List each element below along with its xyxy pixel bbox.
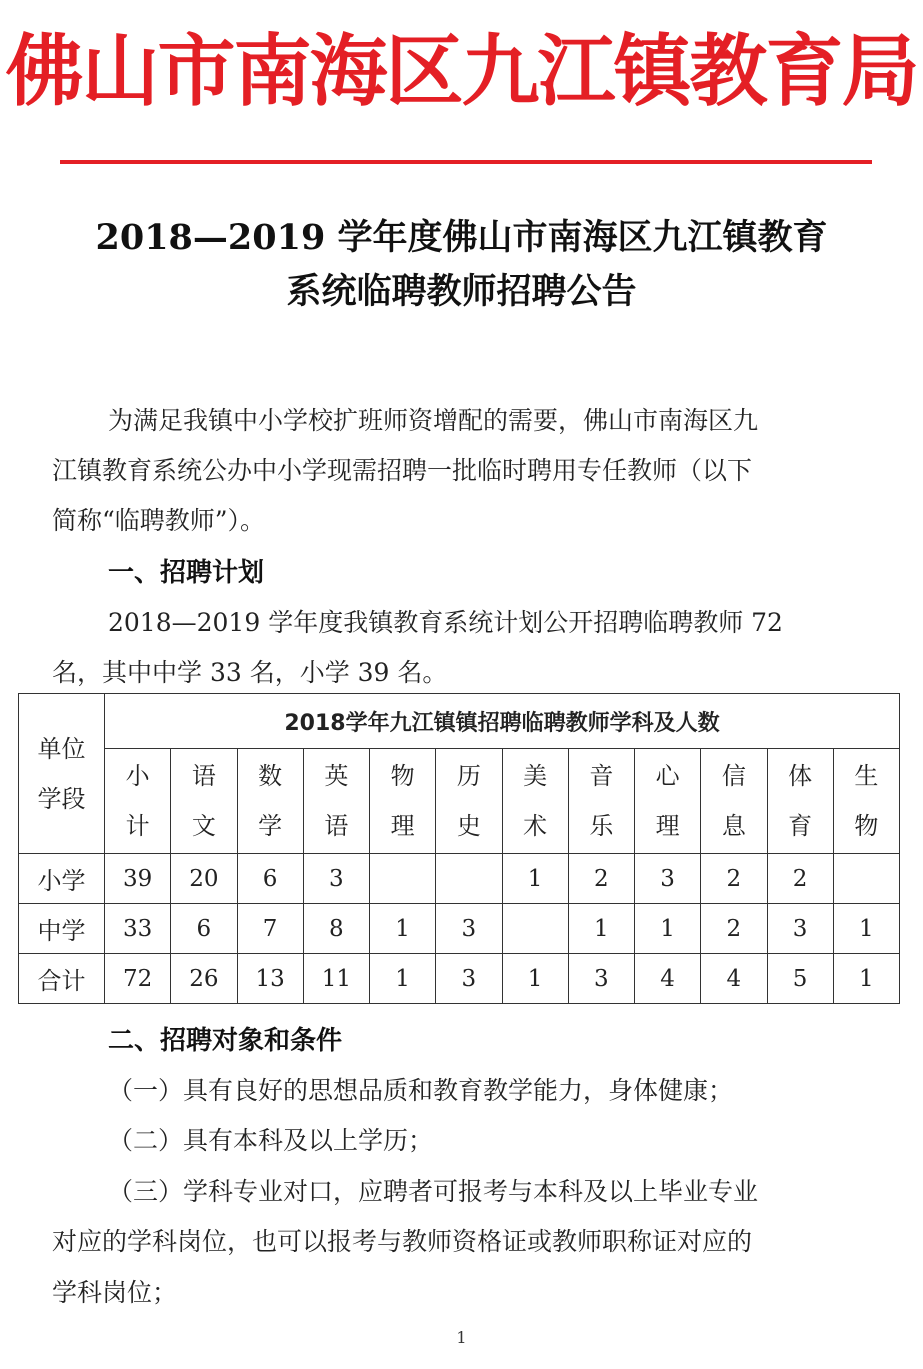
subject-header-cell: [303, 749, 369, 854]
table-cell: 3: [635, 854, 701, 904]
table-cell: 1: [568, 904, 634, 954]
table-cell: 1: [370, 904, 436, 954]
announcement-title-line-1: 2018—2019 学年度佛山市南海区九江镇教育: [95, 217, 828, 258]
subject-char: 信: [721, 762, 746, 790]
subject-header-cell: [105, 749, 171, 854]
row-label: 中学: [19, 904, 105, 954]
subject-char: 理: [655, 812, 680, 840]
table-cell: 20: [171, 854, 237, 904]
section-1-line-2: 名，其中中学 33 名，小学 39 名。: [52, 658, 448, 687]
row-label: 合计: [19, 954, 105, 1004]
subject-header-cell: [701, 749, 767, 854]
subject-char: 心: [655, 762, 680, 790]
subject-char: 学: [258, 812, 283, 840]
intro-line-2: 江镇教育系统公办中小学现需招聘一批临时聘用专任教师（以下: [52, 456, 753, 485]
subject-header-cell: [568, 749, 634, 854]
table-cell: 3: [436, 954, 502, 1004]
table-cell: 3: [767, 904, 833, 954]
condition-item-3-line-3: 学科岗位；: [52, 1278, 178, 1307]
subject-char: 美: [523, 762, 548, 790]
subject-char: 物: [854, 812, 879, 840]
subject-char: 术: [523, 812, 548, 840]
table-cell: 5: [767, 954, 833, 1004]
subject-char: 息: [721, 812, 746, 840]
table-cell: 13: [237, 954, 303, 1004]
section-1-line-1: 2018—2019 学年度我镇教育系统计划公开招聘临聘教师 72: [108, 608, 783, 637]
table-row: [19, 954, 900, 1004]
table-cell: 33: [105, 904, 171, 954]
subject-header-cell: [767, 749, 833, 854]
table-cell: 3: [436, 904, 502, 954]
condition-item-1: （一）具有良好的思想品质和教育教学能力，身体健康；: [108, 1076, 734, 1105]
unit-header-line-2: 学段: [37, 784, 86, 813]
table-cell: 2: [767, 854, 833, 904]
table-cell: 1: [833, 904, 899, 954]
unit-stage-header: [19, 694, 105, 854]
subject-header-cell: [436, 749, 502, 854]
table-cell: [370, 854, 436, 904]
letterhead-title: 佛山市南海区九江镇教育局: [5, 27, 918, 117]
subject-char: 育: [788, 812, 813, 840]
subject-char: 史: [456, 812, 481, 840]
table-row: [19, 904, 900, 954]
table-cell: 2: [568, 854, 634, 904]
section-2-heading: 二、招聘对象和条件: [108, 1026, 343, 1056]
table-cell: 1: [635, 904, 701, 954]
subject-char: 物: [390, 762, 415, 790]
subject-char: 小: [125, 762, 150, 790]
subject-char: 生: [854, 762, 879, 790]
subject-char: 数: [258, 762, 283, 790]
subject-header-cell: [502, 749, 568, 854]
table-cell: 6: [171, 904, 237, 954]
letterhead-divider: [60, 160, 872, 164]
subject-char: 语: [324, 812, 349, 840]
condition-item-3-line-1: （三）学科专业对口，应聘者可报考与本科及以上毕业专业: [108, 1177, 759, 1206]
subject-header-cell: [237, 749, 303, 854]
table-cell: 3: [303, 854, 369, 904]
table-cell: 11: [303, 954, 369, 1004]
table-cell: 7: [237, 904, 303, 954]
table-cell: [436, 854, 502, 904]
subject-char: 语: [191, 762, 216, 790]
recruitment-table: [18, 693, 900, 1004]
subject-header-row: [19, 749, 900, 854]
table-cell: 26: [171, 954, 237, 1004]
subject-header-cell: [833, 749, 899, 854]
table-cell: 3: [568, 954, 634, 1004]
table-caption: 2018学年九江镇镇招聘临聘教师学科及人数: [105, 694, 900, 749]
condition-item-3-line-2: 对应的学科岗位，也可以报考与教师资格证或教师职称证对应的: [52, 1227, 753, 1256]
table-cell: 6: [237, 854, 303, 904]
table-cell: [833, 854, 899, 904]
intro-line-3: 简称“临聘教师”）。: [52, 506, 266, 535]
table-cell: 1: [833, 954, 899, 1004]
announcement-title-line-2: 系统临聘教师招聘公告: [286, 271, 637, 312]
table-cell: 72: [105, 954, 171, 1004]
table-cell: 4: [635, 954, 701, 1004]
subject-header-cell: [370, 749, 436, 854]
unit-header-line-1: 单位: [37, 734, 86, 763]
table-cell: 1: [502, 954, 568, 1004]
intro-line-1: 为满足我镇中小学校扩班师资增配的需要，佛山市南海区九: [108, 406, 759, 435]
subject-char: 历: [456, 762, 481, 790]
subject-char: 理: [390, 812, 415, 840]
table-cell: 8: [303, 904, 369, 954]
table-cell: 2: [701, 904, 767, 954]
subject-char: 英: [324, 762, 349, 790]
table-cell: 1: [370, 954, 436, 1004]
row-label: 小学: [19, 854, 105, 904]
table-cell: 39: [105, 854, 171, 904]
subject-char: 音: [589, 762, 614, 790]
table-cell: [502, 904, 568, 954]
section-1-heading: 一、招聘计划: [108, 558, 265, 588]
subject-char: 乐: [589, 812, 614, 840]
table-row: [19, 854, 900, 904]
table-cell: 4: [701, 954, 767, 1004]
subject-char: 文: [191, 812, 216, 840]
page-number: 1: [456, 1328, 467, 1347]
subject-char: 计: [125, 812, 150, 840]
table-cell: 2: [701, 854, 767, 904]
subject-char: 体: [788, 762, 813, 790]
subject-header-cell: [171, 749, 237, 854]
table-cell: 1: [502, 854, 568, 904]
subject-header-cell: [635, 749, 701, 854]
condition-item-2: （二）具有本科及以上学历；: [108, 1126, 434, 1155]
